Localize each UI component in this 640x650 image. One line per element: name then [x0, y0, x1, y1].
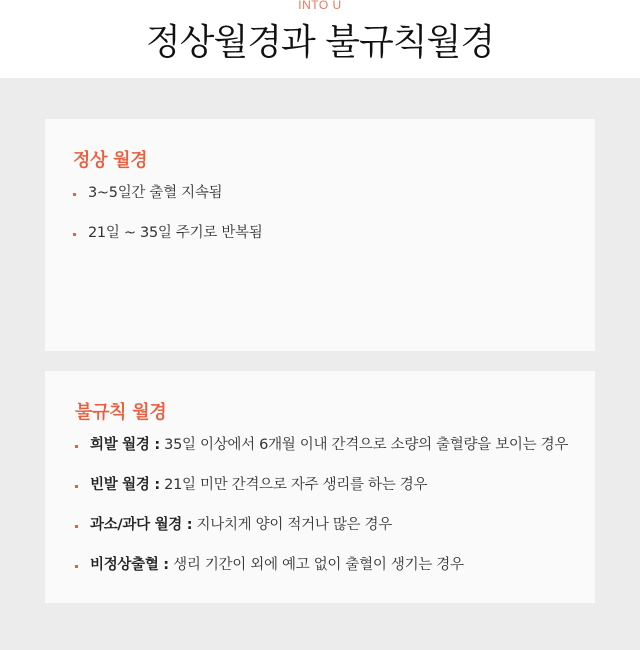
list-item [75, 555, 568, 595]
list-item-desc: 21일 미만 간격으로 자주 생리를 하는 경우 [159, 477, 428, 493]
bullet-icon [75, 565, 78, 568]
normal-menstruation-list [73, 183, 262, 263]
page-header [0, 0, 640, 78]
list-item-desc: 생리 기간이 외에 예고 없이 출혈이 생기는 경우 [168, 557, 464, 573]
bullet-icon [75, 445, 78, 448]
irregular-menstruation-list [75, 435, 568, 595]
irregular-menstruation-title: 불규칙 월경 [75, 402, 167, 423]
normal-menstruation-title: 정상 월경 [73, 150, 148, 171]
bullet-icon [75, 525, 78, 528]
page-title: 정상월경과 불규칙월경 [145, 22, 495, 63]
list-item [73, 183, 262, 223]
list-item-desc: 35일 이상에서 6개월 이내 간격으로 소량의 출혈량을 보이는 경우 [159, 437, 569, 453]
list-item-text: 3~5일간 출혈 지속됨 [88, 185, 223, 201]
bullet-icon [73, 193, 76, 196]
list-item-term: 비정상출혈 : [90, 557, 169, 573]
list-item [75, 435, 568, 475]
irregular-menstruation-card [45, 371, 595, 603]
list-item-desc: 지나치게 양이 적거나 많은 경우 [192, 517, 392, 533]
list-item-text: 21일 ~ 35일 주기로 반복됨 [88, 225, 263, 241]
normal-menstruation-card [45, 119, 595, 351]
list-item [75, 475, 568, 515]
list-item [75, 515, 568, 555]
list-item [73, 223, 262, 263]
brand-eyebrow: INTO U [298, 0, 342, 12]
bullet-icon [73, 233, 76, 236]
list-item-term: 희발 월경 : [90, 437, 160, 453]
list-item-term: 빈발 월경 : [90, 477, 160, 493]
list-item-term: 과소/과다 월경 : [90, 517, 193, 533]
bullet-icon [75, 485, 78, 488]
